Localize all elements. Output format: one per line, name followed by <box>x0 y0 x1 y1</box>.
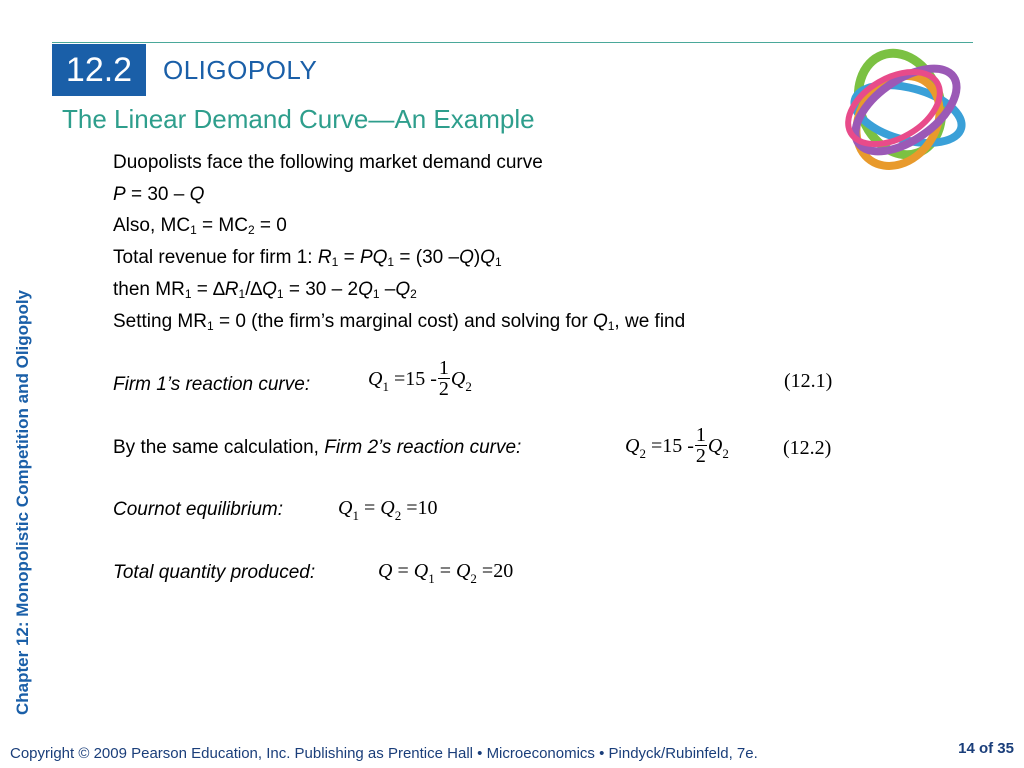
footer-copyright: Copyright © 2009 Pearson Education, Inc. Publishing as Prentice Hall • Microeconomics • Pindyck/Rubinfeld, 7e. <box>10 745 758 762</box>
body-text: = 0 (the firm’s marginal cost) and solving for <box>213 311 593 332</box>
rings-knot-illustration <box>828 46 978 176</box>
body-text: then MR <box>113 279 185 300</box>
body-text: = 0 <box>254 215 287 236</box>
reaction2-line <box>113 437 521 459</box>
body-text: Also, MC <box>113 215 191 236</box>
equation-total-quantity: $Q = Q_1 = Q_2 =20$ <box>378 560 514 586</box>
var-p: P <box>113 184 126 205</box>
equation-cournot-equilibrium: $Q_1 = Q_2 =10$ <box>338 497 438 523</box>
equation-number-12-1: (12.1) <box>784 370 833 392</box>
cournot-label <box>113 499 283 521</box>
body-text: = 30 – <box>125 184 190 205</box>
body-line-demand-intro <box>113 152 543 174</box>
header-rule <box>52 42 973 43</box>
chapter-sidebar-label: Chapter 12: Monopolistic Competition and Oligopoly <box>13 290 32 715</box>
section-title: OLIGOPOLY <box>163 55 318 85</box>
body-text: Setting MR <box>113 311 207 332</box>
reaction2-label-text: Firm 2’s reaction curve: <box>324 437 522 458</box>
body-text: , we find <box>614 311 686 332</box>
body-text: Duopolists face the following market demand curve <box>113 152 543 173</box>
total-quantity-label <box>113 562 315 584</box>
eq-value: 20 <box>493 560 514 582</box>
body-line-setting-mr: Setting $MR_1 = 0$ (the firm’s marginal cost) and solving for $Q_1$, we find <box>113 311 686 333</box>
body-line-total-revenue: Total revenue for firm 1: $R_1 = PQ_1 = (30$ $-Q)Q_1$ <box>113 247 502 269</box>
body-line-marginal-cost: Also, $MC_1 = MC_2 = 0$ <box>113 215 287 237</box>
body-text: = MC <box>196 215 248 236</box>
page-number: 14 of 35 <box>958 740 1014 757</box>
eq-value: 10 <box>417 497 438 519</box>
body-text: Total revenue for firm 1: <box>113 247 318 268</box>
slide-title: The Linear Demand Curve—An Example <box>62 104 535 134</box>
body-text: By the same calculation, <box>113 437 325 458</box>
equation-reaction-curve-1: $Q_1 =15$ - $\frac{1}{2}$ $Q_2$ <box>368 357 472 400</box>
reaction1-label-text: Firm 1’s reaction curve: <box>113 374 311 395</box>
reaction1-label <box>113 374 310 396</box>
var-q: Q <box>189 184 205 205</box>
cournot-label-text: Cournot equilibrium: <box>113 499 284 520</box>
total-quantity-label-text: Total quantity produced: <box>113 562 316 583</box>
equation-number-12-2: (12.2) <box>783 437 832 459</box>
section-number-badge: 12.2 <box>52 44 146 96</box>
eq-constant: 15 <box>662 435 683 458</box>
body-line-marginal-revenue: then $MR_1 = \Delta R_1/\Delta Q_1 = 30 - 2Q_1$ $-Q_2$ <box>113 279 417 301</box>
equation-reaction-curve-2: $Q_2 =15$ - $\frac{1}{2}$ $Q_2$ <box>625 424 729 467</box>
body-line-demand-equation <box>113 184 204 206</box>
eq-constant: 15 <box>405 368 426 391</box>
